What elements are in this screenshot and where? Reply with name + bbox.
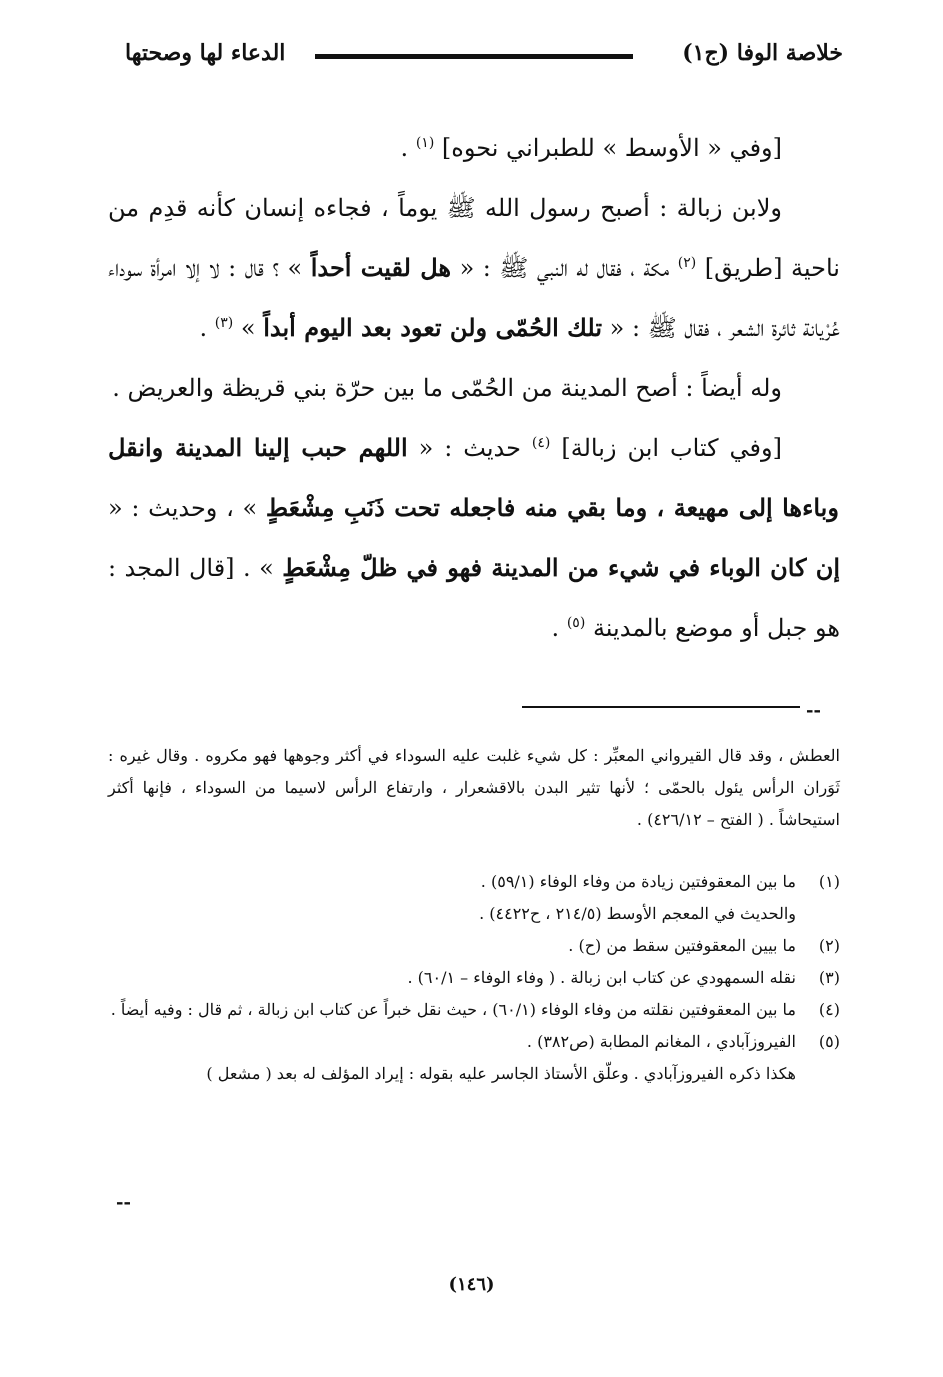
hadith-quote-1: هل لقيت أحداً bbox=[310, 253, 452, 282]
footnote-4 bbox=[108, 994, 840, 1026]
footnote-text: ما بيين المعقوفتين سقط من (ح) . bbox=[568, 936, 796, 955]
footnote-number: (٥) bbox=[818, 1032, 840, 1051]
footnotes bbox=[108, 866, 840, 1090]
paragraph-2-end: . bbox=[199, 314, 208, 342]
footnote-1-continued bbox=[108, 898, 840, 930]
footnote-separator bbox=[522, 706, 800, 708]
paragraph-2-text-a: ولابن زبالة : أصبح رسول الله ﷺ يوماً ، فجاءه إنسان كأنه قدِم من ناحية [طريق] bbox=[108, 194, 840, 282]
paragraph-2-text-b: مكة ، فقال له النبي ﷺ : « bbox=[451, 254, 670, 282]
book-title: خلاصة الوفا (ج١) bbox=[682, 40, 843, 66]
header-rule bbox=[315, 54, 633, 59]
page-number: (١٤٦) bbox=[448, 1274, 495, 1295]
paragraph-4 bbox=[108, 418, 840, 658]
continuation-dash-bottom: -- bbox=[116, 1192, 131, 1213]
footnote-number: (٣) bbox=[818, 968, 840, 987]
footnote-text: ما بين المعقوفتين نقلته من وفاء الوفاء (٦٠/١) ، حيث نقل خبراً عن كتاب ابن زبالة ، ثم قال : وفيه أيضاً . bbox=[110, 1000, 796, 1019]
footnote-text: الفيروزآبادي ، المغانم المطابة (ص٣٨٢) . bbox=[526, 1032, 796, 1051]
hadith-quote-3: اللهم حبب إلينا المدينة وانقل وباءها إلى مهيعة ، وما بقي منه فاجعله تحت ذَنَبِ مِشْعَطٍ bbox=[108, 433, 839, 522]
footnote-5-continued bbox=[108, 1058, 840, 1090]
footnote-3 bbox=[108, 962, 840, 994]
paragraph-2-text-d: » bbox=[240, 314, 256, 342]
footnote-number: (١) bbox=[818, 872, 840, 891]
footnote-continuation bbox=[108, 740, 840, 836]
footnote-ref-1: (١) bbox=[415, 135, 435, 151]
paragraph-4-text-d: » . [قال المجد : هو جبل أو موضع بالمدينة bbox=[108, 554, 840, 642]
paragraph-1 bbox=[108, 118, 840, 178]
chapter-title: الدعاء لها وصحتها bbox=[125, 40, 286, 66]
main-text bbox=[108, 118, 840, 658]
footnote-ref-3: (٣) bbox=[214, 315, 234, 331]
footnote-continuation-text: العطش ، وقد قال القيرواني المعبِّر : كل شيء غلبت عليه السوداء في أكثر وجوهها فهو مكروه . وقال غيره : ثَوَران الرأس يئول بالحمّى ؛ لأنها تثير البدن بالاقشعرار ، وارتفاع الرأس لاسيما من السوداء ، فإنها أكثر استيحاشاً . ( الفتح – ٤٢٦/١٢) . bbox=[108, 746, 840, 829]
paragraph-4-text-c: » ، وحديث : « bbox=[108, 494, 258, 522]
footnote-text: والحديث في المعجم الأوسط (٢١٤/٥ ، ح٤٤٢٢) . bbox=[479, 904, 796, 923]
paragraph-4-text-b: حديث : « bbox=[407, 434, 521, 462]
footnote-ref-5: (٥) bbox=[566, 615, 586, 631]
footnote-2 bbox=[108, 930, 840, 962]
footnote-ref-2: (٢) bbox=[677, 255, 697, 271]
paragraph-4-end: . bbox=[551, 614, 560, 642]
footnote-text: نقله السمهودي عن كتاب ابن زبالة . ( وفاء الوفاء – ٦٠/١) . bbox=[407, 968, 796, 987]
paragraph-3: وله أيضاً : أصح المدينة من الحُمّى ما بين حرّة بني قريظة والعريض . bbox=[112, 374, 782, 402]
paragraph-1-end: . bbox=[400, 134, 409, 162]
footnote-text: هكذا ذكره الفيروزآبادي . وعلّق الأستاذ الجاسر عليه بقوله : إيراد المؤلف له بعد ( مشعل ) bbox=[206, 1064, 796, 1083]
footnote-number: (٢) bbox=[818, 936, 840, 955]
continuation-dash-top: -- bbox=[806, 700, 821, 721]
footnote-ref-4: (٤) bbox=[531, 435, 551, 451]
paragraph-2 bbox=[108, 178, 840, 358]
paragraph-4-text-a: [وفي كتاب ابن زبالة] bbox=[561, 434, 782, 462]
footnote-5 bbox=[108, 1026, 840, 1058]
paragraph-2-text-c: » ؟ قال : لا إلا امرأة سوداء عُرْيانة ثائرة الشعر ، فقال ﷺ : « bbox=[108, 254, 840, 342]
footnote-text: ما بين المعقوفتين زيادة من وفاء الوفاء (٥٩/١) . bbox=[480, 872, 796, 891]
hadith-quote-4: إن كان الوباء في شيء من المدينة فهو في ظلّ مِشْعَطٍ bbox=[282, 553, 840, 582]
running-header bbox=[125, 38, 843, 72]
paragraph-1-text: [وفي « الأوسط » للطبراني نحوه] bbox=[441, 134, 782, 162]
footnote-number: (٤) bbox=[818, 1000, 840, 1019]
footnote-1 bbox=[108, 866, 840, 898]
hadith-quote-2: تلك الحُمّى ولن تعود بعد اليوم أبداً bbox=[263, 313, 603, 342]
